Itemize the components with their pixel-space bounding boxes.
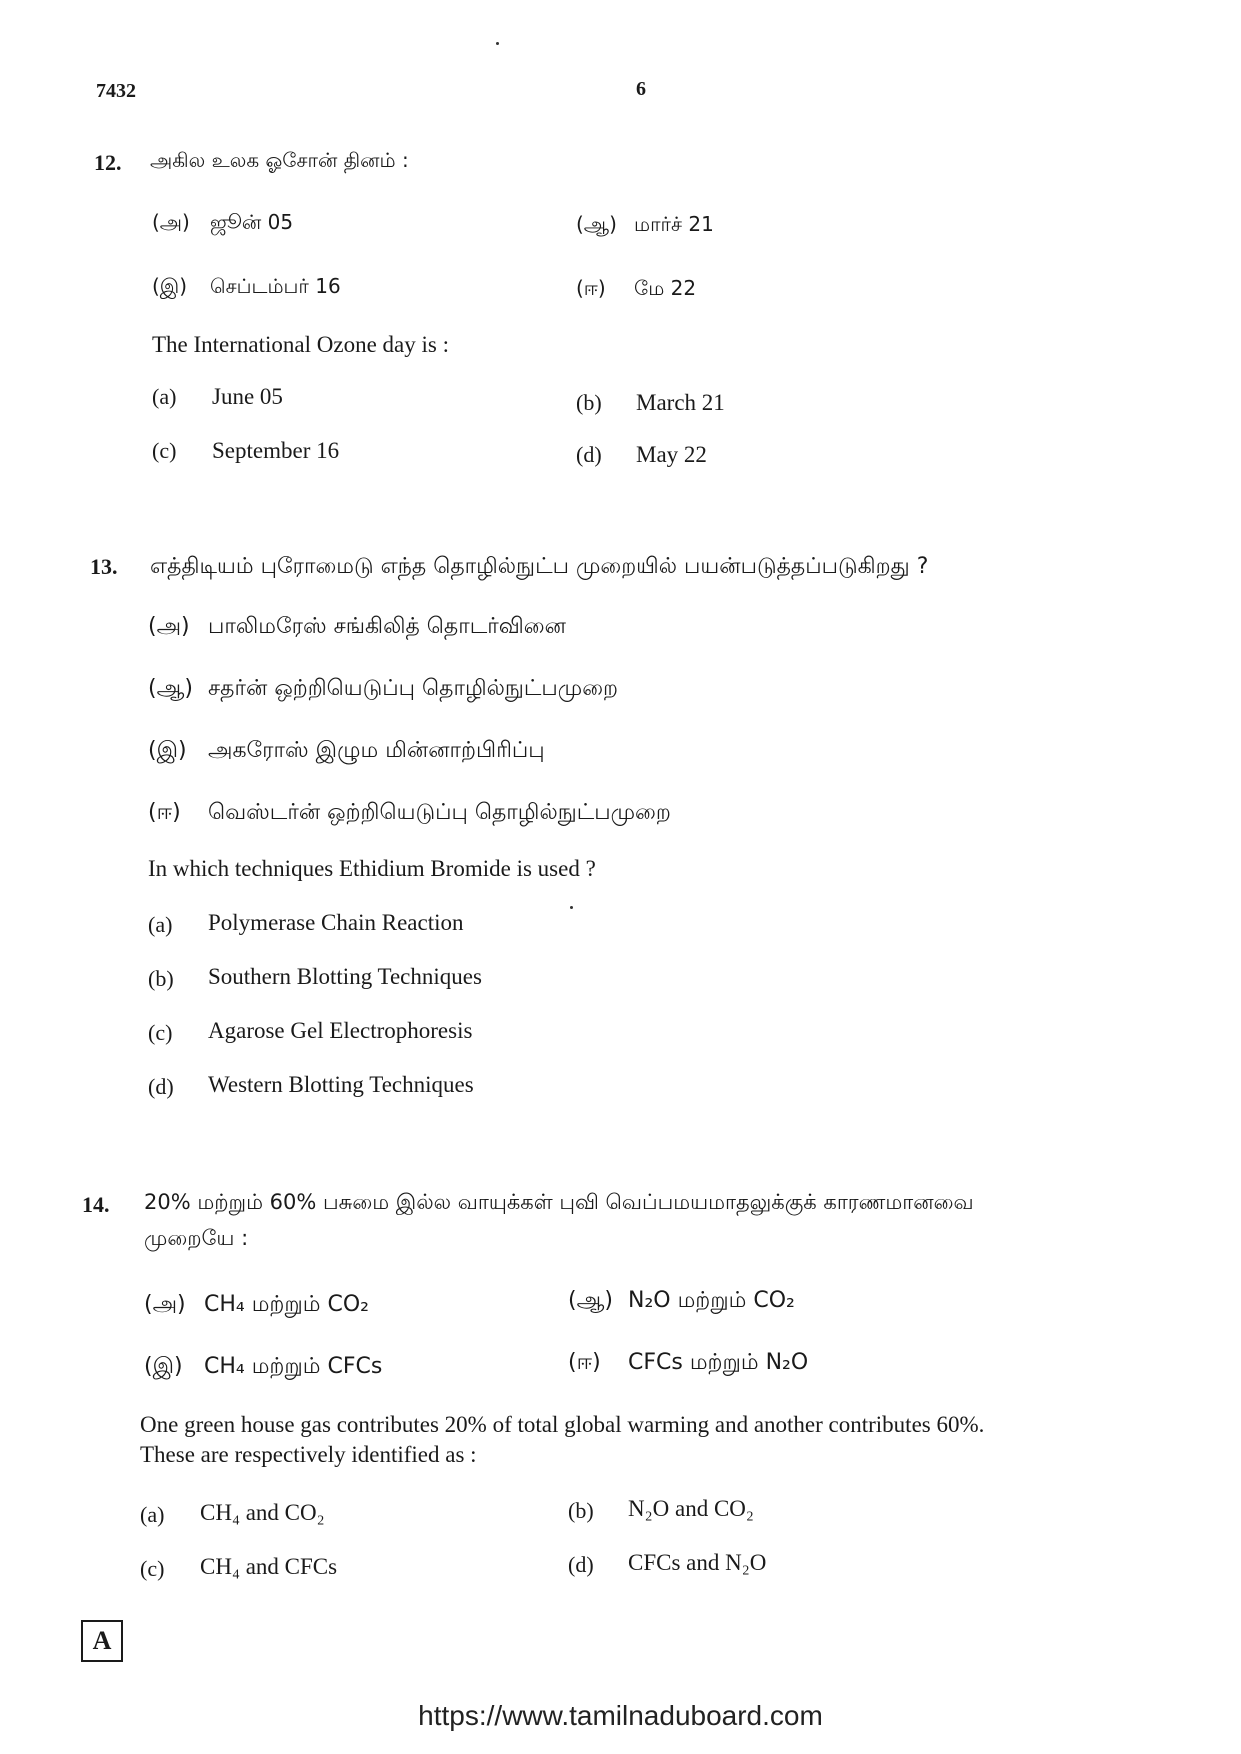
option-text: June 05 [212,384,283,409]
question-text-english: The International Ozone day is : [152,332,449,357]
option-label: (d) [576,442,602,467]
question-text-tamil-line1: 20% மற்றும் 60% பசுமை இல்ல வாயுக்கள் புவி வெப்பமயமாதலுக்குக் காரணமானவை [144,1190,974,1214]
question-paper-version-box: A [81,1620,123,1662]
option-label: (c) [152,438,177,463]
option-label: (a) [152,384,177,409]
option-label: (ஈ) [568,1350,601,1375]
question-number: 14. [82,1192,110,1217]
question-text-english-line2: These are respectively identified as : [140,1442,477,1467]
option-text: September 16 [212,438,340,463]
option-label: (b) [576,390,602,415]
question-number: 12. [94,150,122,175]
option-text: CH₄ and CFCs [200,1554,338,1579]
option-label: (ஆ) [568,1288,613,1313]
footer-url[interactable]: https://www.tamilnaduboard.com [418,1700,823,1731]
option-text: Southern Blotting Techniques [208,964,482,989]
option-label: (ஆ) [576,212,617,236]
option-label: (ஈ) [148,800,181,825]
option-label: (a) [140,1502,165,1527]
option-label: (d) [148,1074,174,1099]
scan-speck [570,906,573,909]
option-text: Agarose Gel Electrophoresis [208,1018,473,1043]
option-text: Polymerase Chain Reaction [208,910,464,935]
option-label: (c) [140,1556,165,1581]
question-text-english: In which techniques Ethidium Bromide is used ? [148,856,596,881]
option-text: N₂O மற்றும் CO₂ [628,1288,795,1313]
question-text-english-line1: One green house gas contributes 20% of total global warming and another contributes 60%. [140,1412,985,1437]
question-text-tamil: அகில உலக ஓசோன் தினம் : [150,148,409,172]
option-text: March 21 [636,390,725,415]
option-text: CFCs and N₂O [628,1550,767,1575]
option-label: (d) [568,1552,594,1577]
option-label: (ஈ) [576,276,606,300]
option-label: (அ) [152,210,190,234]
option-label: (c) [148,1020,173,1045]
option-text: மார்ச் 21 [634,212,714,236]
option-text: CH₄ and CO₂ [200,1500,325,1525]
option-text: செப்டம்பர் 16 [210,274,341,298]
option-text: CH₄ மற்றும் CO₂ [204,1292,369,1317]
option-text: Western Blotting Techniques [208,1072,474,1097]
option-label: (ஆ) [148,676,193,701]
page-number: 6 [636,78,646,100]
question-text-tamil: எத்திடியம் புரோமைடு எந்த தொழில்நுட்ப முறையில் பயன்படுத்தப்படுகிறது ? [150,554,929,579]
option-text: பாலிமரேஸ் சங்கிலித் தொடர்வினை [208,614,566,639]
option-text: அகரோஸ் இழும மின்னாற்பிரிப்பு [208,738,545,763]
option-text: சதர்ன் ஒற்றியெடுப்பு தொழில்நுட்பமுறை [208,676,619,701]
option-label: (இ) [152,274,188,298]
option-label: (அ) [144,1292,186,1317]
option-text: CH₄ மற்றும் CFCs [204,1354,383,1379]
option-label: (இ) [148,738,187,763]
option-text: CFCs மற்றும் N₂O [628,1350,809,1375]
option-text: மே 22 [634,276,697,300]
option-label: (இ) [144,1354,183,1379]
scan-speck [496,42,499,45]
option-label: (b) [148,966,174,991]
question-number: 13. [90,554,118,579]
option-text: வெஸ்டர்ன் ஒற்றியெடுப்பு தொழில்நுட்பமுறை [208,800,671,825]
question-text-tamil-line2: முறையே : [144,1226,249,1250]
option-label: (b) [568,1498,594,1523]
option-text: May 22 [636,442,707,467]
option-text: N₂O and CO₂ [628,1496,754,1521]
option-text: ஜூன் 05 [210,210,294,234]
option-label: (அ) [148,614,190,639]
option-label: (a) [148,912,173,937]
paper-code: 7432 [96,80,136,102]
